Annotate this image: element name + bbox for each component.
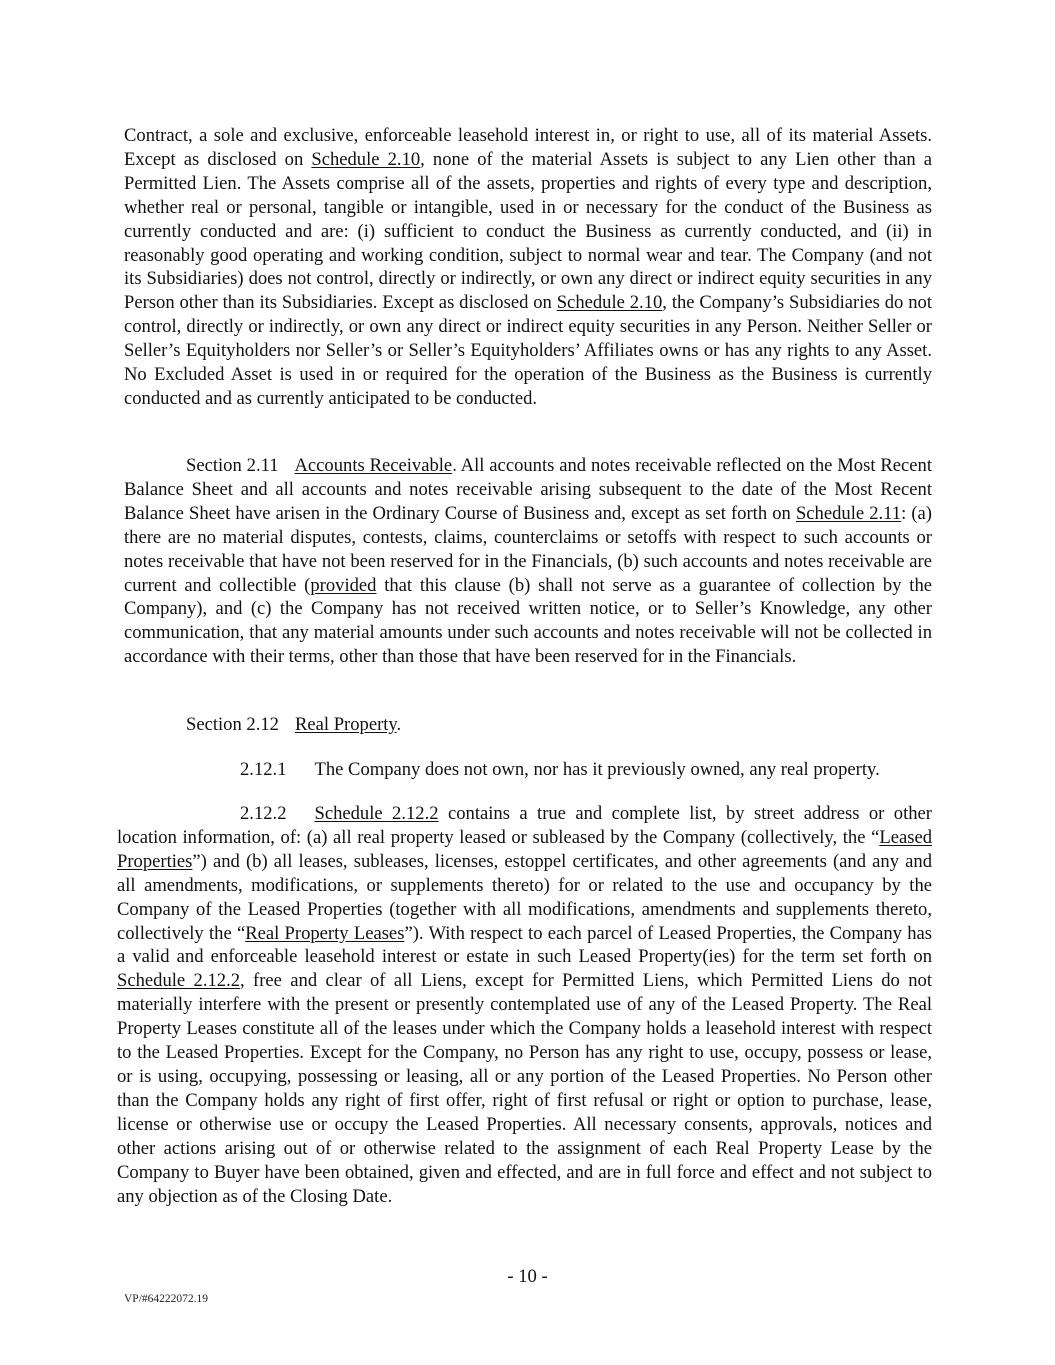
item-2-12-1-paragraph <box>240 758 932 782</box>
item-2-12-2-text-4: , free and clear of all Liens, except for Permitted Liens, which Permitted Liens do not materially interfere with the present or presently contemplated use of any of the Leased Property. The Real Property Leases constitute all of the leases under which the Company holds a leasehold interest with respect to the Leased Properties. Except for the Company, no Person has any right to use, occupy, possess or lease, or is using, occupying, possessing or leasing, all or any portion of the Leased Properties. No Person other than the Company holds any right of first offer, right of first refusal or right or option to purchase, lease, license or otherwise use or occupy the Leased Properties. All necessary consents, approvals, notices and other actions arising out of or otherwise related to the assignment of each Real Property Lease by the Company to Buyer have been obtained, given and effected, and are in full force and effect and not subject to any objection as of the Closing Date. <box>117 970 932 1207</box>
document-id: VP/#64222072.19 <box>124 1293 209 1305</box>
real-property-leases-term: Real Property Leases <box>245 922 405 944</box>
section-2-11-paragraph <box>124 454 932 669</box>
schedule-2-11-reference: Schedule 2.11 <box>795 502 902 524</box>
asset-text-1: Contract, a sole and exclusive, enforceable leasehold interest in, or right to use, all of its material Assets. Except as disclosed on <box>124 125 932 170</box>
leased-properties-term: Leased Properties <box>117 826 932 872</box>
section-2-12-number: Section 2.12 <box>186 714 279 735</box>
schedule-2-10-reference-second: Schedule 2.10 <box>556 292 663 314</box>
provided-term: provided <box>310 574 377 596</box>
section-2-12-heading-line <box>124 713 932 737</box>
item-2-12-2-text-1: contains a true and complete list, by street address or other location information, of: (a) all real property leased or subleased by the Company (collectively, the “ <box>117 803 932 848</box>
section-2-12-heading-end: . <box>396 714 402 735</box>
section-2-11-heading: Accounts Receivable <box>294 455 453 476</box>
asset-paragraph <box>124 124 932 411</box>
item-2-12-2-paragraph <box>117 802 932 1208</box>
section-2-11-text-3: that this clause (b) shall not serve as a guarantee of collection by the Company), and (c) the Company has not received written notice, or to Seller’s Knowledge, any other communication, that any material amounts under such accounts and notes receivable will not be collected in accordance with their terms, other than those that have been reserved for in the Financials. <box>124 574 932 668</box>
asset-text-3: , the Company’s Subsidiaries do not control, directly or indirectly, or own any direct or indirect equity securities in any Person. Neither Seller or Seller’s Equityholders nor Seller’s or Seller’s Equityholders’ Affiliates owns or has any rights to any Asset. No Excluded Asset is used in or required for the operation of the Business as the Business is currently conducted and as currently anticipated to be conducted. <box>124 292 932 409</box>
schedule-2-10-reference: Schedule 2.10 <box>311 148 421 170</box>
section-2-11-text-2: : (a) there are no material disputes, contests, claims, counterclaims or setoffs with respect to such accounts or notes receivable that have not been reserved for in the Financials, (b) such accounts and notes receivable are current and collectible ( <box>124 502 932 596</box>
item-2-12-2-number: 2.12.2 <box>240 803 287 824</box>
item-2-12-1-number: 2.12.1 <box>240 759 287 780</box>
schedule-2-12-2-reference: Schedule 2.12.2 <box>314 803 439 824</box>
item-2-12-2-text-2: ”) and (b) all leases, subleases, licenses, estoppel certificates, and other agreements (and any and all amendments, modifications, or supplements thereto) for or related to the use and occupancy by the Company of the Leased Properties (together with all modifications, amendments and supplements thereto, collectively the “ <box>117 850 932 944</box>
schedule-2-12-2-reference-second: Schedule 2.12.2 <box>117 970 241 992</box>
item-2-12-1-text: The Company does not own, nor has it previously owned, any real property. <box>314 759 880 780</box>
section-2-12-heading: Real Property <box>294 714 397 735</box>
item-2-12-2-text-3: ”). With respect to each parcel of Leased Properties, the Company has a valid and enforceable leasehold interest or estate in such Leased Property(ies) for the term set forth on <box>117 922 933 968</box>
section-2-11-number: Section 2.11 <box>186 455 279 476</box>
page-number: - 10 - <box>507 1266 548 1287</box>
asset-text-2: , none of the material Assets is subject to any Lien other than a Permitted Lien. The Assets comprise all of the assets, properties and rights of every type and description, whether real or personal, tangible or intangible, used in or necessary for the conduct of the Business as currently conducted and are: (i) sufficient to conduct the Business as currently conducted, and (ii) in reasonably good operating and working condition, subject to normal wear and tear. The Company (and not its Subsidiaries) does not control, directly or indirectly, or own any direct or indirect equity securities in any Person other than its Subsidiaries. Except as disclosed on <box>124 148 932 314</box>
section-2-11-text-1: . All accounts and notes receivable reflected on the Most Recent Balance Sheet and all accounts and notes receivable arising subsequent to the date of the Most Recent Balance Sheet have arisen in the Ordinary Course of Business and, except as set forth on <box>124 455 932 524</box>
